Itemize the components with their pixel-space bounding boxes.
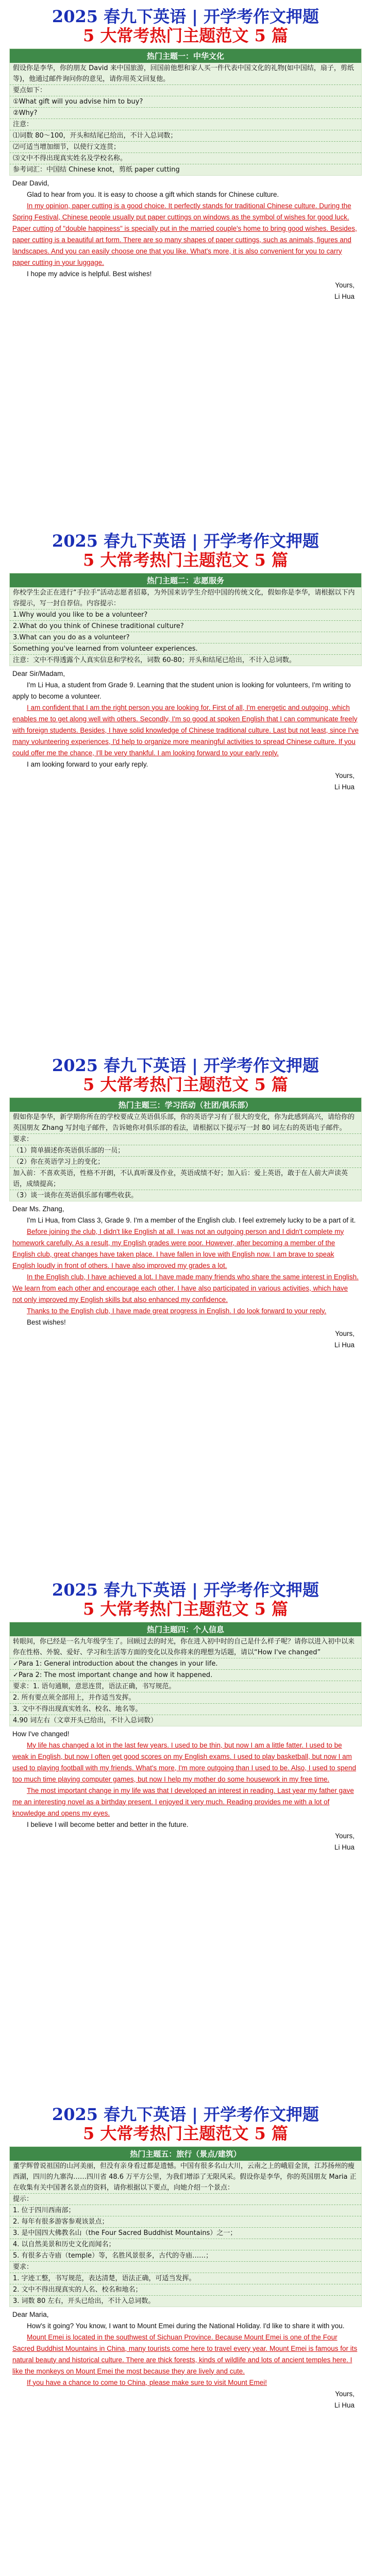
prompt-line: ①What gift will you advise him to buy? [10, 96, 361, 107]
prompt-line: 1. 位于四川西南部； [10, 2205, 361, 2216]
essay-paragraph: If you have a chance to come to China, please make sure to visit Mount Emei! [27, 2378, 267, 2386]
sample-essay [9, 666, 362, 793]
prompt-line: 提示： [10, 2193, 361, 2205]
essay-paragraph: Dear Ms. Zhang, [12, 1205, 64, 1213]
essay-paragraph: Yours, [335, 2389, 355, 2398]
essay-paragraph: I believe I will become better and better in the future. [27, 1820, 189, 1828]
essay-paragraph: I am looking forward to your early reply. [27, 760, 148, 768]
prompt-line: 4. 以自然美景和历史文化而闻名； [10, 2239, 361, 2250]
essay-paragraph: I'm Li Hua, from Class 3, Grade 9. I'm a member of the English club. I feel extremely lucky to be a part of it. [27, 1216, 356, 1224]
prompt-box [9, 48, 362, 176]
topic-heading: 热门主题三：学习活动（社团/俱乐部） [10, 1098, 361, 1112]
prompt-line: 参考词汇：中国结 Chinese knot，剪纸 paper cutting [10, 164, 361, 175]
essay-paragraph: Dear Sir/Madam, [12, 669, 65, 677]
prompt-line: 4.90 词左右（文章开头已给出，不计入总词数） [10, 1715, 361, 1726]
prompt-line: 假如你是李华，新学期你所在的学校要成立英语俱乐部，你的英语学习有了很大的变化，你为此感到高兴，请给你的英国朋友 Zhang 写封电子邮件，告诉她你对俱乐部的看法，请根据以下提示写一封 80 词左右的英语电子邮件。 [13, 1113, 355, 1132]
page-title: 2025 春九下英语 | 开学考作文押题 [52, 1056, 319, 1075]
essay-paragraph: Best wishes! [27, 1318, 66, 1326]
essay-page-3 [0, 1049, 371, 1573]
prompt-line: （3）谈一谈你在英语俱乐部有哪些收获。 [10, 1190, 361, 1201]
essay-page-5 [0, 2098, 371, 2576]
essay-paragraph: How I've changed! [12, 1730, 70, 1738]
prompt-line: 董学辉曾说祖国的山河美丽，但没有亲身看过都是遗憾。中国有很多名山大川，云南之上的峨眉金顶，江苏扬州的瘦西湖，四川的九寨沟……四川省 48.6 万平方公里，为我们增添了无限风采。假设你是李华，你的英国朋友 Maria 正在收集有关中国著名景点的资料，请你根据以下要点，向她介绍一个景点： [13, 2162, 357, 2192]
prompt-box [9, 2146, 362, 2307]
essay-paragraph: Glad to hear from you. It is easy to choose a gift which stands for Chinese culture. [27, 190, 279, 198]
prompt-line: 3.What can you do as a volunteer? [10, 632, 361, 643]
essay-paragraph: Mount Emei is located in the southwest of Sichuan Province. Because Mount Emei is one of the Four Sacred Buddhist Mountains in China, many tourists come here to travel every year. Mount Emei is famous for its natural beauty and historical culture. There are thick forests, kinds of wildlife and lots of ancient temples here. I like the monkeys on Mount Emei the most because they are lively and cute. [12, 2333, 358, 2375]
sample-essay [9, 2307, 362, 2411]
page-title: 2025 春九下英语 | 开学考作文押题 [52, 1580, 319, 1600]
essay-paragraph: Yours, [335, 281, 355, 289]
prompt-box [9, 1622, 362, 1726]
page-subtitle: 5 大常考热门主题范文 5 篇 [83, 1074, 288, 1094]
essay-paragraph: Yours, [335, 1832, 355, 1840]
prompt-line: （2）你在英语学习上的变化； [10, 1156, 361, 1167]
essay-paragraph: Before joining the club, I didn't like English at all. I was not an outgoing person and I didn't complete my homework carefully. As a result, my English grades were poor. However, after becoming a member of the English club, great changes have taken place. I have fallen in love with English now. I am brave to speak English loudly in front of others. I have also improved my grades a lot. [12, 1227, 344, 1269]
prompt-line: 5. 有很多古寺庙（temple）等，名胜风景很多，古代的寺庙……； [10, 2250, 361, 2261]
page-title: 2025 春九下英语 | 开学考作文押题 [52, 2105, 319, 2124]
prompt-line: 2. 所有要点须全部用上，并作适当发挥。 [10, 1692, 361, 1703]
essay-paragraph: The most important change in my life was that I developed an interest in reading. Last year my father gave me an interesting novel as a birthday present. I enjoyed it very much. Reading provides me with a lot of knowledge and opens my eyes. [12, 1786, 354, 1817]
prompt-line: ✓Para 2: The most important change and how it happened. [10, 1669, 361, 1681]
prompt-line: 2.What do you think of Chinese traditional culture? [10, 620, 361, 632]
essay-page-2 [0, 524, 371, 1049]
prompt-line: 要求： [10, 1133, 361, 1145]
prompt-line: ✓Para 1: General introduction about the changes in your life. [10, 1658, 361, 1669]
essay-page-1 [0, 0, 371, 524]
prompt-line: 转眼间，你已经是一名九年级学生了。回顾过去的时光，你在进入初中时的自己是什么样子呢？请你以进入初中以来你在性格、外貌、爱好、学习和生活等方面的变化以及你将来的理想为话题，请以“How I've changed” [13, 1637, 355, 1656]
essay-paragraph: Li Hua [334, 783, 355, 791]
essay-paragraph: I'm Li Hua, a student from Grade 9. Learning that the student union is looking for volunteers, I'm writing to apply to become a volunteer. [12, 681, 351, 700]
prompt-line: 加入前：不喜欢英语，性格不开朗，不认真听课及作业，英语成绩不好；加入后：爱上英语，敢于在人前大声读英语，成绩提高； [10, 1167, 361, 1190]
essay-paragraph: Dear David, [12, 179, 49, 187]
prompt-line: 注意： [10, 118, 361, 130]
prompt-line: ⑶文中不得出现真实姓名及学校名称。 [10, 152, 361, 164]
prompt-line: 要求：1. 语句通顺，意思连贯，语法正确，书写规范。 [10, 1681, 361, 1692]
prompt-line: 2. 每年有很多游客参观该景点； [10, 2216, 361, 2227]
essay-paragraph: Li Hua [334, 1341, 355, 1349]
essay-paragraph: My life has changed a lot in the last few years. I used to be thin, but now I am a little fatter. I used to be weak in English, but now I often get good scores on my English exams. I used to play basketball, but now I am used to playing football with my friends. What's more, I'm more outgoing than I used to be. Also, I used to spend too much time playing computer games, but now I help my mother do some housework in my free time. [12, 1741, 357, 1783]
sample-essay [9, 1201, 362, 1351]
page-subtitle: 5 大常考热门主题范文 5 篇 [83, 1599, 288, 1619]
page-title: 2025 春九下英语 | 开学考作文押题 [52, 7, 319, 26]
page-subtitle: 5 大常考热门主题范文 5 篇 [83, 25, 288, 45]
prompt-line: 要点如下： [10, 84, 361, 96]
essay-paragraph: Li Hua [334, 292, 355, 300]
essay-paragraph: How's it going? You know, I want to Mount Emei during the National Holiday. I'd like to share it with you. [27, 2321, 345, 2330]
essay-paragraph: In the English club, I have achieved a lot. I have made many friends who share the same interest in English. We learn from each other and encourage each other. I have also participated in various activities, which have not only improved my English skills but also enhanced my confidence. [12, 1273, 359, 1303]
essay-paragraph: I am confident that I am the right person you are looking for. First of all, I'm energetic and outgoing, which enables me to get along well with others. Secondly, I'm so good at spoken English that I can communicate freely with foreign students. Besides, I have solid knowledge of Chinese traditional culture. Last but not least, since I've many volunteering experiences, I'd help to organize more meaningful activities to spread Chinese culture. If you could offer me the chance, I'll be very thankful. I am looking forward to your early reply. [12, 703, 359, 757]
prompt-line: 2. 文中不得出现真实的人名、校名和地名； [10, 2284, 361, 2295]
prompt-box [9, 1097, 362, 1201]
prompt-line: 1. 字迹工整，书写规范，表达清楚，语法正确，可适当发挥。 [10, 2273, 361, 2284]
prompt-line: ②Why? [10, 107, 361, 118]
essay-paragraph: Thanks to the English club, I have made great progress in English. I do look forward to your reply. [27, 1307, 327, 1315]
sample-essay [9, 1726, 362, 1853]
essay-paragraph: I hope my advice is helpful. Best wishes! [27, 269, 152, 278]
essay-paragraph: In my opinion, paper cutting is a good choice. It perfectly stands for traditional Chinese culture. During the Spring Festival, Chinese people usually put paper cuttings on windows as the symbol of wishes for good luck. Paper cutting of "double happiness" is specially put in the married couple's home to bring good wishes. Besides, paper cutting is a beautiful art form. There are so many shapes of paper cuttings, such as animals, figures and landscapes. And you can easily choose one that you like. What's more, it is also convenient for you to carry paper cutting in your luggage. [12, 201, 357, 266]
essay-page-4 [0, 1573, 371, 2098]
topic-heading: 热门主题四：个人信息 [10, 1622, 361, 1636]
prompt-box [9, 573, 362, 666]
prompt-line: 注意：文中不得透露个人真实信息和学校名，词数 60-80；开头和结尾已给出，不计入总词数。 [10, 654, 361, 666]
essay-paragraph: Li Hua [334, 2401, 355, 2409]
prompt-line: 3. 文中不得出现真实姓名、校名、地名等。 [10, 1703, 361, 1715]
topic-heading: 热门主题一：中华文化 [10, 49, 361, 63]
prompt-line: 3. 词数 80 左右，开头已给出，不计入总词数。 [10, 2295, 361, 2307]
essay-paragraph: Yours, [335, 1329, 355, 1337]
essay-paragraph: Li Hua [334, 1843, 355, 1851]
prompt-line: Something you've learned from volunteer experiences. [10, 643, 361, 654]
prompt-line: 3. 是中国四大佛教名山（the Four Sacred Buddhist Mountains）之一； [10, 2227, 361, 2239]
essay-paragraph: Dear Maria, [12, 2310, 49, 2318]
prompt-line: 假设你是李华，你的朋友 David 来中国旅游，回国前他想和家人买一件代表中国文化的礼物(如中国结，扇子，剪纸等)，他通过邮件询问你的意见，请你用英文回复他。 [13, 64, 354, 83]
essay-paragraph: Yours, [335, 771, 355, 779]
prompt-line: ⑴词数 80～100，开头和结尾已给出，不计入总词数； [10, 130, 361, 141]
topic-heading: 热门主题二：志愿服务 [10, 573, 361, 587]
page-title: 2025 春九下英语 | 开学考作文押题 [52, 531, 319, 551]
prompt-line: 1.Why would you like to be a volunteer? [10, 609, 361, 620]
prompt-line: ⑵可适当增加细节，以使行文连贯； [10, 141, 361, 152]
prompt-line: （1）简单描述你英语俱乐部的一员； [10, 1145, 361, 1156]
topic-heading: 热门主题五：旅行（景点/建筑） [10, 2147, 361, 2161]
sample-essay [9, 176, 362, 302]
prompt-line: 你校学生会正在进行“手拉手”活动志愿者招募，为外国来访学生介绍中国的传统文化，假如你是李华，请根据以下内容提示，写一封自荐信。内容提示： [13, 588, 355, 607]
page-subtitle: 5 大常考热门主题范文 5 篇 [83, 550, 288, 570]
prompt-line: 要求： [10, 2261, 361, 2273]
page-subtitle: 5 大常考热门主题范文 5 篇 [83, 2123, 288, 2143]
